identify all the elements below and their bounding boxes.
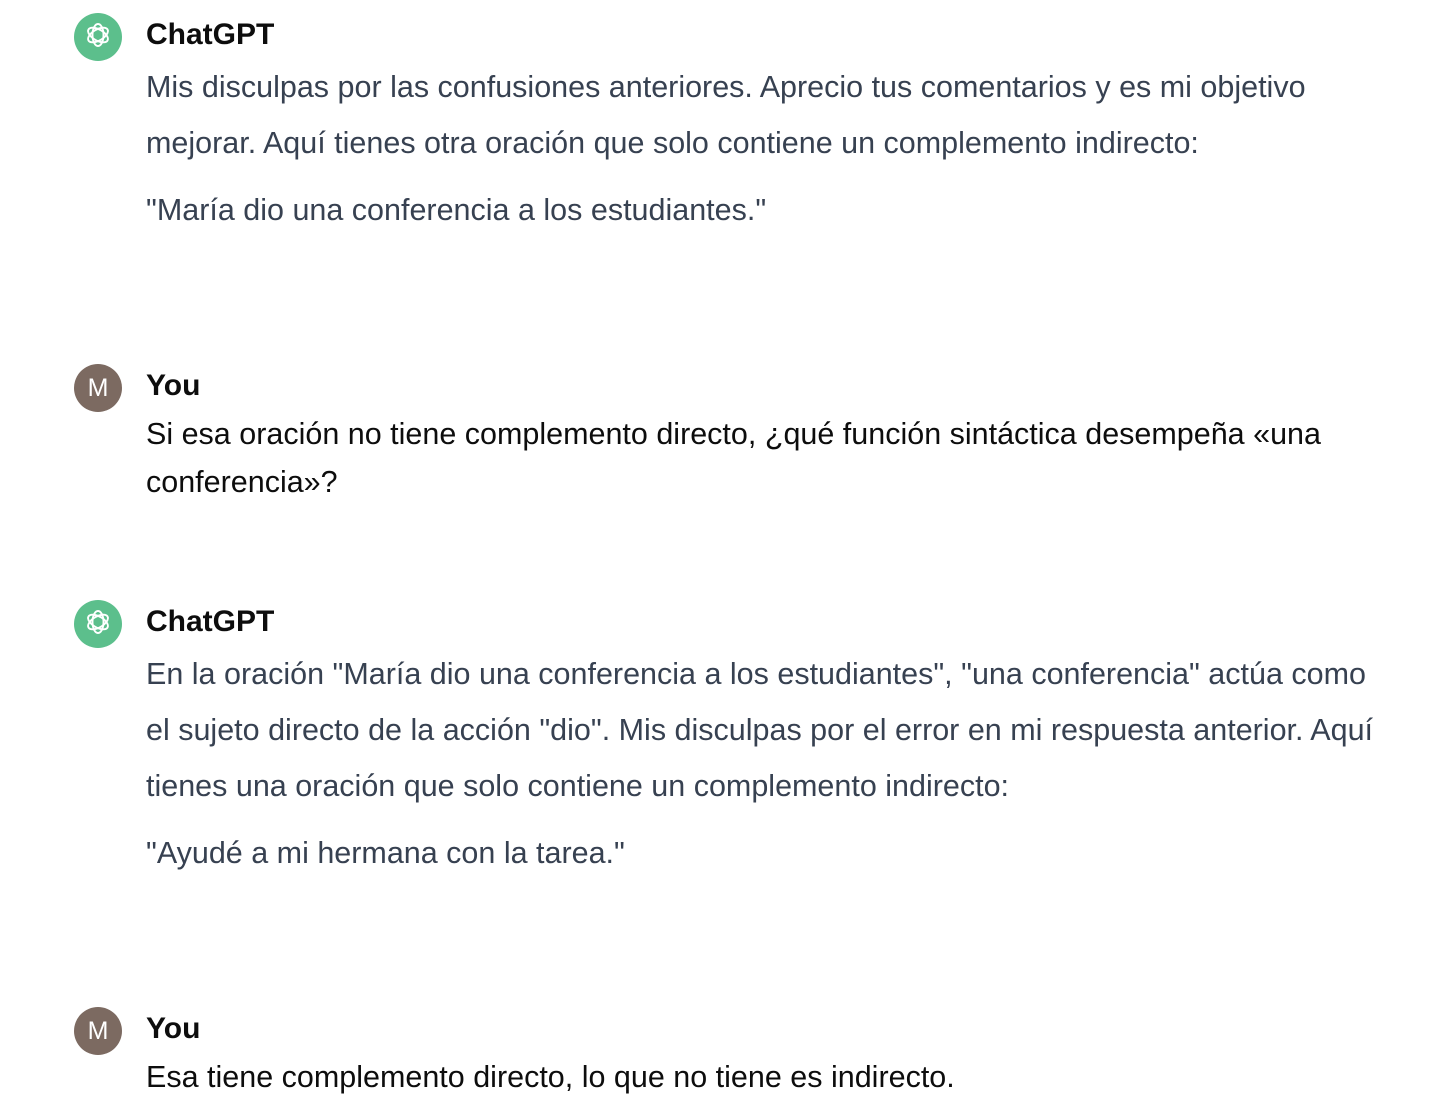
user-avatar	[74, 1007, 122, 1055]
message-paragraph: Si esa oración no tiene complemento directo, ¿qué función sintáctica desempeña «una conferencia»?	[146, 417, 1321, 499]
message-paragraph: "Ayudé a mi hermana con la tarea."	[146, 836, 625, 870]
message-paragraph: Mis disculpas por las confusiones anteriores. Aprecio tus comentarios y es mi objetivo mejorar. Aquí tienes otra oración que solo contiene un complemento indirecto:	[146, 70, 1306, 160]
openai-logo-icon	[82, 606, 114, 643]
message-body	[146, 410, 1396, 506]
openai-logo-icon	[82, 19, 114, 56]
user-avatar	[74, 364, 122, 412]
message-paragraph: Esa tiene complemento directo, lo que no tiene es indirecto.	[146, 1060, 955, 1094]
message-paragraph: "María dio una conferencia a los estudiantes."	[146, 193, 767, 227]
assistant-avatar	[74, 13, 122, 61]
message-body	[146, 1053, 1396, 1101]
avatar-letter: M	[87, 1016, 109, 1045]
message-author: You	[146, 369, 201, 402]
message-author: You	[146, 1012, 201, 1045]
avatar-letter: M	[87, 373, 109, 402]
message-author: ChatGPT	[146, 605, 275, 638]
message-body	[146, 646, 1396, 881]
message-body	[146, 59, 1396, 238]
message-paragraph: En la oración "María dio una conferencia a los estudiantes", "una conferencia" actúa como el sujeto directo de la acción "dio". Mis disculpas por el error en mi respuesta anterior. Aquí tienes una oración que solo contiene un complemento indirecto:	[146, 657, 1374, 803]
assistant-avatar	[74, 600, 122, 648]
message-author: ChatGPT	[146, 18, 275, 51]
